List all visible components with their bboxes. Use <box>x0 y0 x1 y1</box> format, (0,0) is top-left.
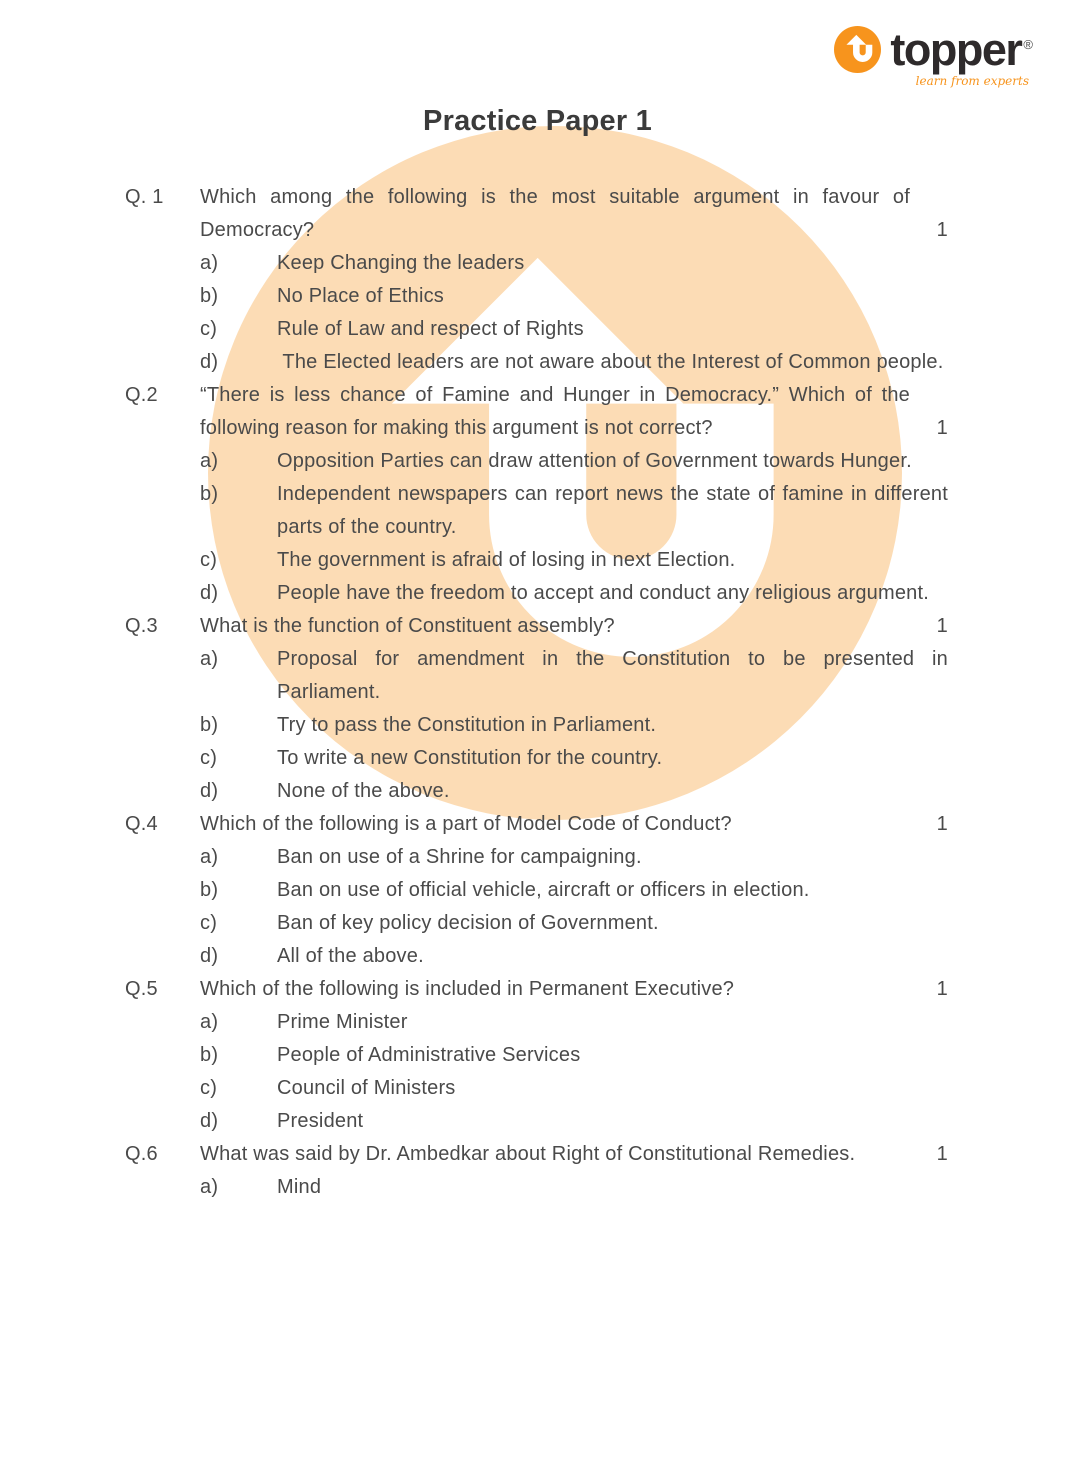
question-head <box>200 379 948 445</box>
question-number: Q.5 <box>125 978 158 1000</box>
option <box>200 577 948 610</box>
option <box>200 1171 948 1204</box>
option <box>200 775 948 808</box>
question-text: “There is less chance of Famine and Hunger in Democracy.” Which of the following reason for making this argument is not correct? <box>200 384 910 439</box>
question-body <box>200 610 948 808</box>
question-text: Which of the following is a part of Model Code of Conduct? <box>200 813 732 835</box>
question-marks: 1 <box>936 219 948 241</box>
option-text: President <box>277 1110 364 1132</box>
option-text: Ban on use of a Shrine for campaigning. <box>277 846 642 868</box>
option-label: b) <box>200 1044 219 1066</box>
question-marks: 1 <box>936 417 948 439</box>
brand-name: topper <box>890 24 1022 75</box>
option-text: To write a new Constitution for the country. <box>277 747 663 769</box>
option-label: a) <box>200 252 219 274</box>
question-number: Q.3 <box>125 615 158 637</box>
option-text: The government is afraid of losing in next Election. <box>277 549 736 571</box>
brand-block <box>834 26 1031 88</box>
option <box>200 478 948 544</box>
option-label: b) <box>200 285 219 307</box>
question-body <box>200 973 948 1138</box>
option <box>200 280 948 313</box>
question-number: Q.2 <box>125 384 158 406</box>
utopper-logo-icon <box>834 26 881 73</box>
option <box>200 643 948 709</box>
option <box>200 1039 948 1072</box>
question-1 <box>125 181 948 379</box>
option-text: Independent newspapers can report news the state of famine in different parts of the country. <box>277 483 948 538</box>
option-text: People have the freedom to accept and conduct any religious argument. <box>277 582 929 604</box>
option-label: c) <box>200 318 218 340</box>
option-text: None of the above. <box>277 780 450 802</box>
question-body <box>200 1138 948 1204</box>
brand-row <box>834 26 1031 73</box>
question-3 <box>125 610 948 808</box>
questions-list <box>125 181 948 1204</box>
option-label: d) <box>200 780 219 802</box>
registered-trademark-icon: ® <box>1023 37 1033 52</box>
question-text: What is the function of Constituent assembly? <box>200 615 615 637</box>
option <box>200 709 948 742</box>
option-label: a) <box>200 648 219 670</box>
option-text: The Elected leaders are not aware about the Interest of Common people. <box>282 351 944 373</box>
option-label: a) <box>200 1176 219 1198</box>
question-6 <box>125 1138 948 1204</box>
option-text: No Place of Ethics <box>277 285 445 307</box>
question-text: Which of the following is included in Permanent Executive? <box>200 978 735 1000</box>
option-label: d) <box>200 1110 219 1132</box>
question-head <box>200 610 948 643</box>
question-text: Which among the following is the most suitable argument in favour of Democracy? <box>200 186 910 241</box>
option-text: Prime Minister <box>277 1011 408 1033</box>
option-text: Proposal for amendment in the Constitution to be presented in Parliament. <box>277 648 948 703</box>
option-text: Opposition Parties can draw attention of Government towards Hunger. <box>277 450 912 472</box>
question-head <box>200 808 948 841</box>
option <box>200 247 948 280</box>
question-head <box>200 181 948 247</box>
option <box>200 313 948 346</box>
option-text: People of Administrative Services <box>277 1044 581 1066</box>
option-label: a) <box>200 1011 219 1033</box>
brand-tagline: learn from experts <box>915 74 1029 88</box>
question-body <box>200 808 948 973</box>
option-label: d) <box>200 582 219 604</box>
question-number: Q.4 <box>125 813 158 835</box>
question-marks: 1 <box>936 813 948 835</box>
option-label: a) <box>200 450 219 472</box>
question-number: Q. 1 <box>125 186 164 208</box>
option <box>200 1006 948 1039</box>
option <box>200 445 948 478</box>
question-marks: 1 <box>936 1143 948 1165</box>
option-label: c) <box>200 912 218 934</box>
option-text: Ban on use of official vehicle, aircraft or officers in election. <box>277 879 810 901</box>
option <box>200 544 948 577</box>
option-label: b) <box>200 714 219 736</box>
option-label: b) <box>200 879 219 901</box>
option <box>200 907 948 940</box>
option <box>200 841 948 874</box>
question-4 <box>125 808 948 973</box>
option-text: Keep Changing the leaders <box>277 252 525 274</box>
option <box>200 874 948 907</box>
question-head <box>200 973 948 1006</box>
option-text: Mind <box>277 1176 322 1198</box>
question-body <box>200 379 948 610</box>
option-label: b) <box>200 483 219 505</box>
option-text: Ban of key policy decision of Government. <box>277 912 659 934</box>
option-label: c) <box>200 1077 218 1099</box>
question-2 <box>125 379 948 610</box>
question-text: What was said by Dr. Ambedkar about Right of Constitutional Remedies. <box>200 1143 856 1165</box>
option-text: Rule of Law and respect of Rights <box>277 318 584 340</box>
option <box>200 940 948 973</box>
option-label: c) <box>200 747 218 769</box>
question-number: Q.6 <box>125 1143 158 1165</box>
question-marks: 1 <box>936 615 948 637</box>
option <box>200 346 948 379</box>
option-label: d) <box>200 351 219 373</box>
option <box>200 1072 948 1105</box>
question-5 <box>125 973 948 1138</box>
option-text: All of the above. <box>277 945 424 967</box>
option <box>200 1105 948 1138</box>
brand-wordmark <box>890 24 1033 75</box>
option-label: d) <box>200 945 219 967</box>
question-head <box>200 1138 948 1171</box>
option-label: a) <box>200 846 219 868</box>
page-title: Practice Paper 1 <box>423 105 652 137</box>
question-marks: 1 <box>936 978 948 1000</box>
question-body <box>200 181 948 379</box>
option <box>200 742 948 775</box>
option-label: c) <box>200 549 218 571</box>
option-text: Council of Ministers <box>277 1077 456 1099</box>
option-text: Try to pass the Constitution in Parliament. <box>277 714 657 736</box>
